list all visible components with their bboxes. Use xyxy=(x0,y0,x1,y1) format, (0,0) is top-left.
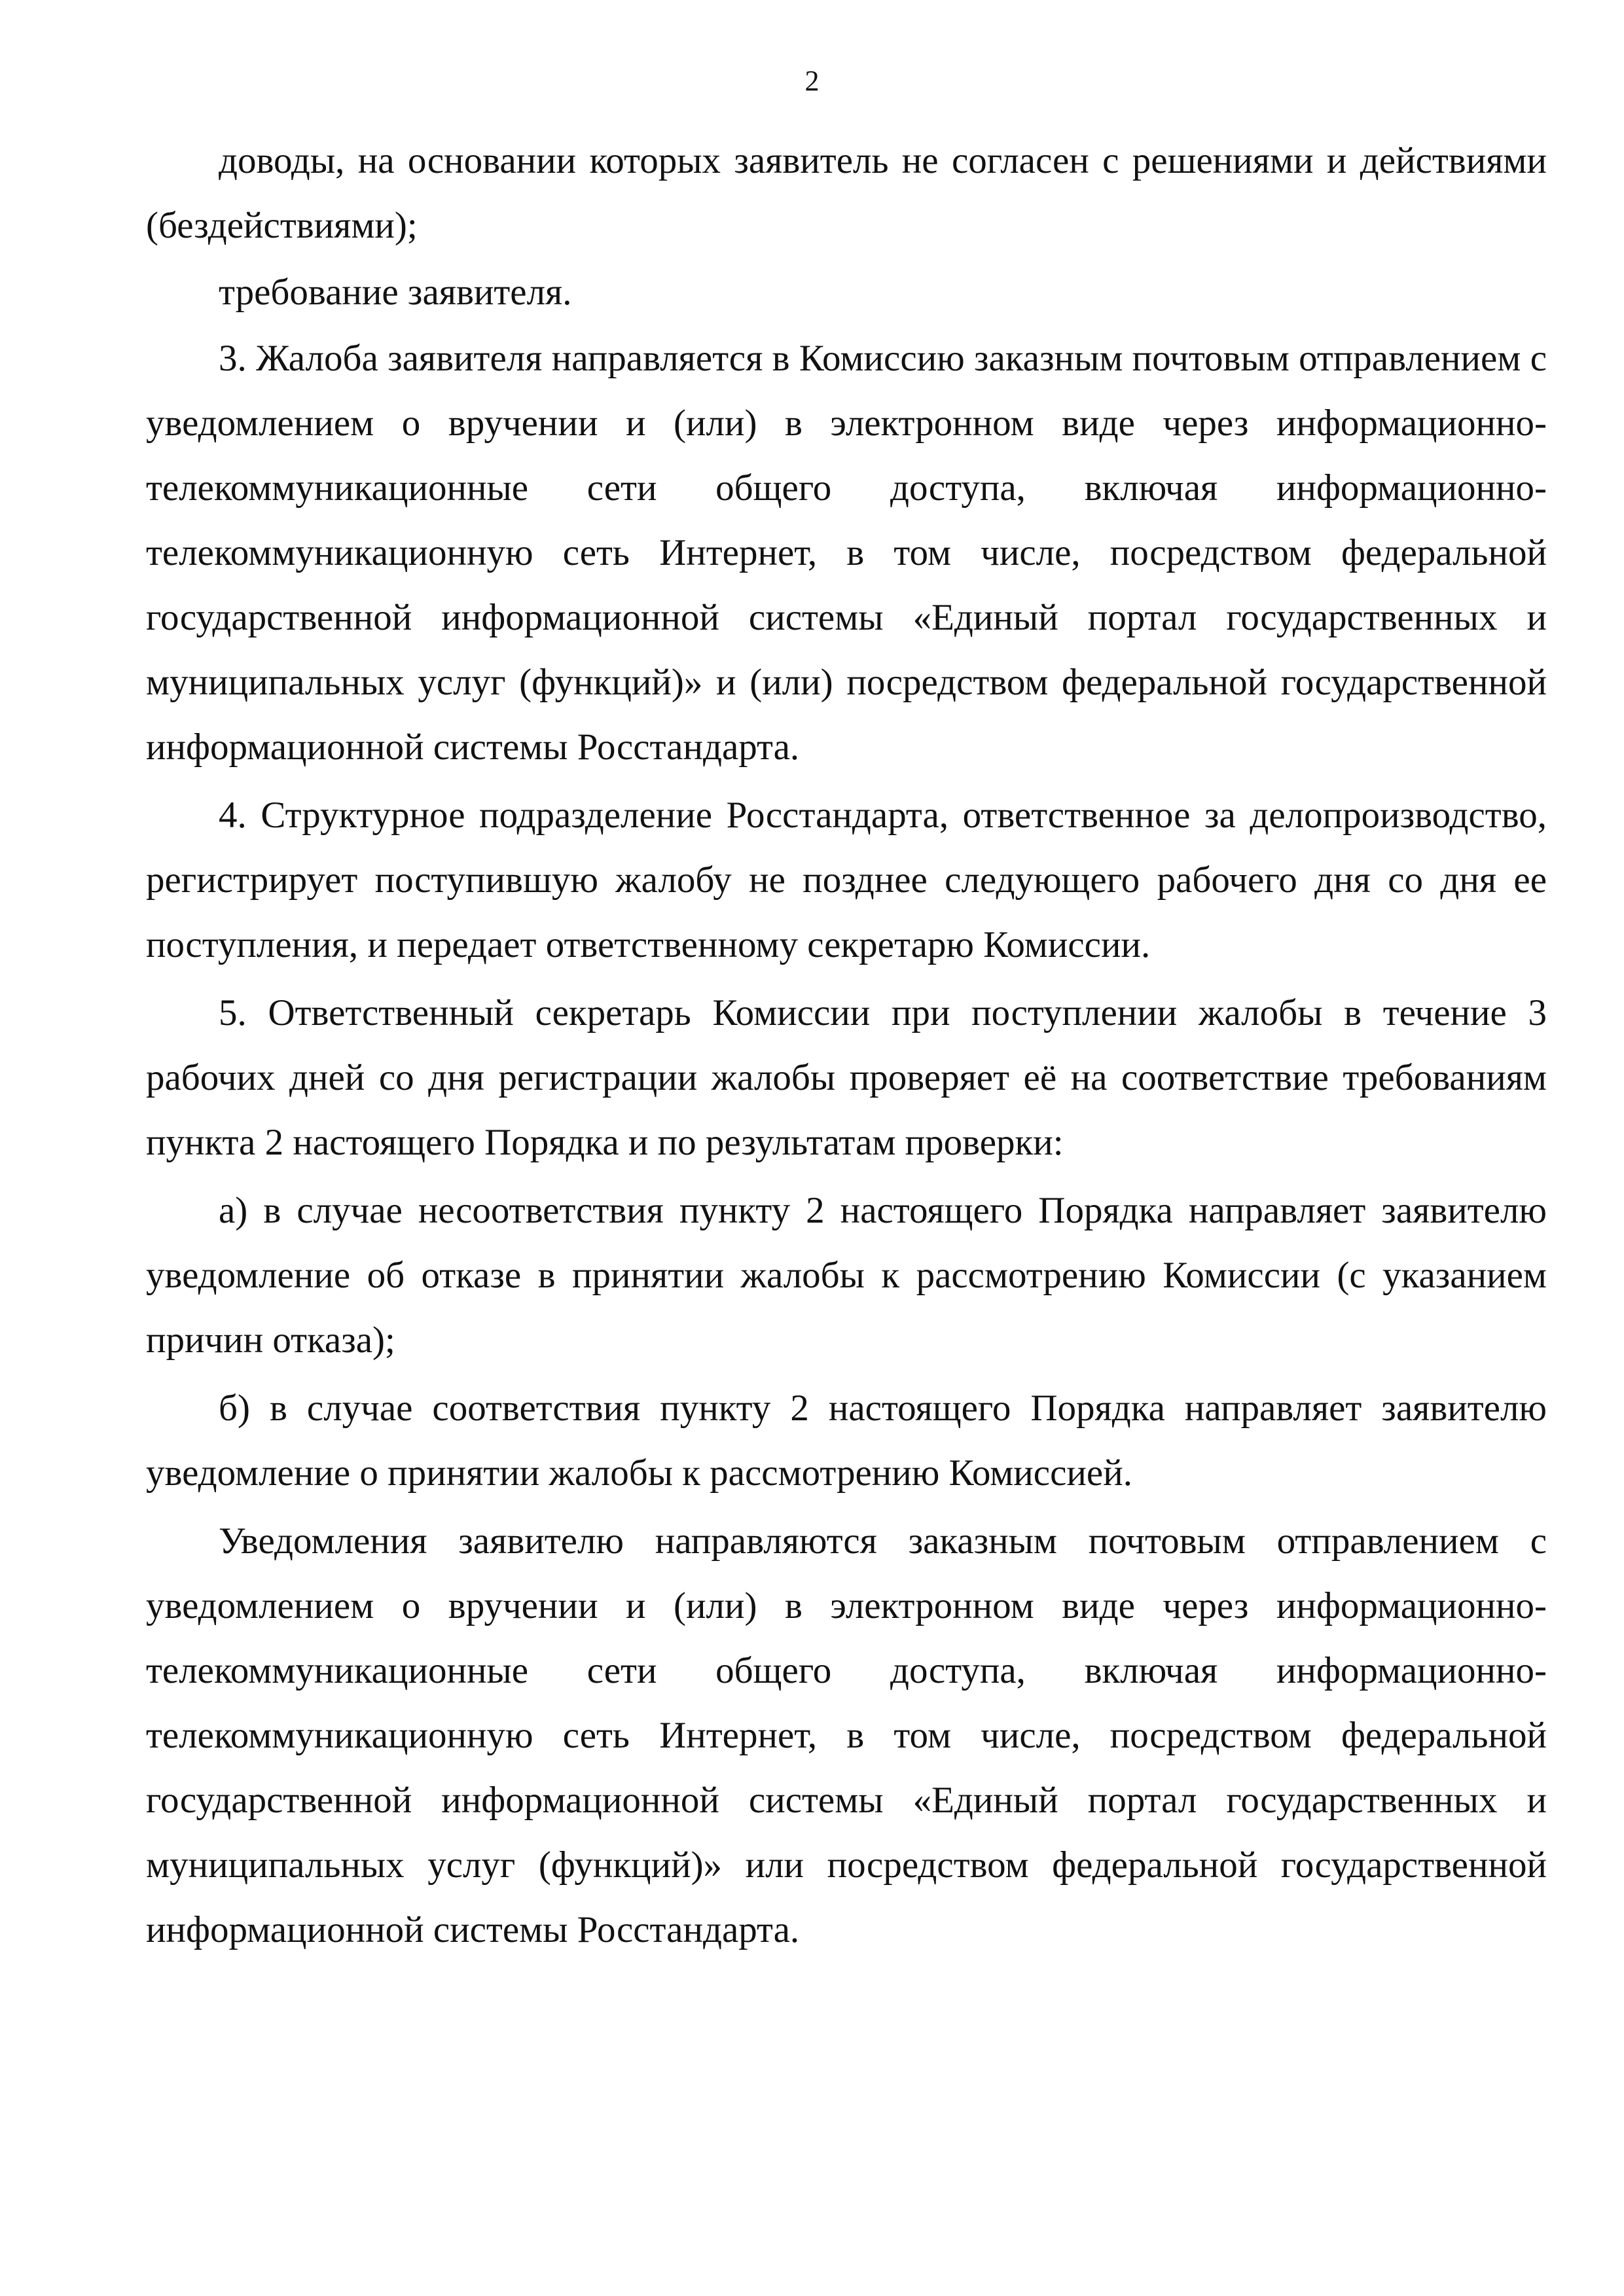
paragraph-item-5: 5. Ответственный секретарь Комиссии при поступлении жалобы в течение 3 рабочих дней со дня регистрации жалобы проверяет её на соответствие требованиям пункта 2 настоящего Порядка и по результатам проверки: xyxy=(146,992,1547,1163)
paragraph-requirement: требование заявителя. xyxy=(219,272,572,313)
paragraph-item-4: 4. Структурное подразделение Росстандарта, ответственное за делопроизводство, регистрирует поступившую жалобу не позднее следующего рабочего дня со дня ее поступления, и передает ответственному секретарю Комиссии. xyxy=(146,795,1547,965)
paragraph-arguments: доводы, на основании которых заявитель не согласен с решениями и действиями (бездействиями); xyxy=(146,140,1547,246)
paragraph-item-5a: а) в случае несоответствия пункту 2 настоящего Порядка направляет заявителю уведомление об отказе в принятии жалобы к рассмотрению Комиссии (с указанием причин отказа); xyxy=(146,1190,1547,1361)
page-number: 2 xyxy=(804,65,820,97)
paragraph-item-3: 3. Жалоба заявителя направляется в Комиссию заказным почтовым отправлением с уведомлением о вручении и (или) в электронном виде через информационно-телекоммуникационные сети общего доступа, включая информационно-телекоммуникационную сеть Интернет, в том числе, посредством федеральной государственной информационной системы «Единый портал государственных и муниципальных услуг (функций)» и (или) посредством федеральной государственной информационной системы Росстандарта. xyxy=(146,338,1547,768)
paragraph-item-5b: б) в случае соответствия пункту 2 настоящего Порядка направляет заявителю уведомление о принятии жалобы к рассмотрению Комиссией. xyxy=(146,1388,1547,1494)
paragraph-notifications: Уведомления заявителю направляются заказным почтовым отправлением с уведомлением о вручении и (или) в электронном виде через информационно-телекоммуникационные сети общего доступа, включая информационно-телекоммуникационную сеть Интернет, в том числе, посредством федеральной государственной информационной системы «Единый портал государственных и муниципальных услуг (функций)» или посредством федеральной государственной информационной системы Росстандарта. xyxy=(146,1520,1547,1950)
document-body xyxy=(146,128,1547,1965)
